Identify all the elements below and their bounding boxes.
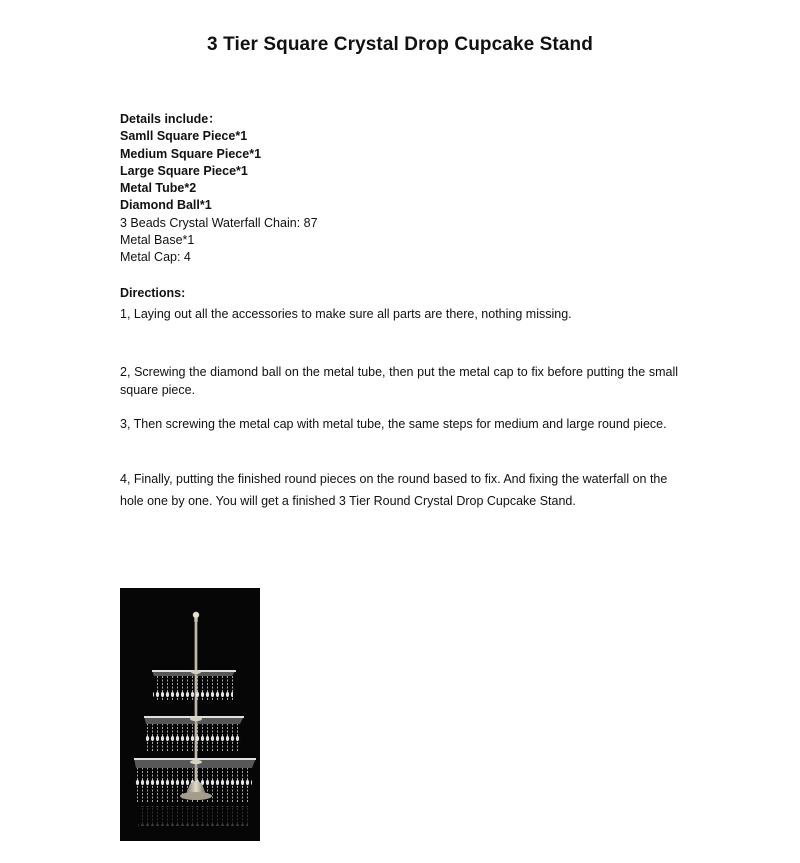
details-item: Medium Square Piece*1 xyxy=(120,146,262,161)
directions-heading: Directions: xyxy=(120,286,186,300)
direction-step-2: 2, Screwing the diamond ball on the metal tube, then put the metal cap to fix before putting the small square piece. xyxy=(120,365,678,397)
cupcake-stand-illustration xyxy=(120,588,260,841)
details-item: 3 Beads Crystal Waterfall Chain: 87 xyxy=(120,215,318,230)
details-list xyxy=(120,111,318,267)
page-title: 3 Tier Square Crystal Drop Cupcake Stand xyxy=(207,34,593,55)
details-item: Diamond Ball*1 xyxy=(120,198,212,213)
details-item: Large Square Piece*1 xyxy=(120,163,248,178)
product-photo xyxy=(120,588,260,841)
direction-step-4: 4, Finally, putting the finished round pieces on the round based to fix. And fixing the waterfall on the hole one by one. You will get a finished 3 Tier Round Crystal Drop Cupcake Stand. xyxy=(120,472,668,508)
direction-step-3: 3, Then screwing the metal cap with metal tube, the same steps for medium and large round piece. xyxy=(120,417,667,431)
details-item: Metal Base*1 xyxy=(120,233,195,248)
details-heading: Details include： xyxy=(120,112,221,126)
details-item: Metal Tube*2 xyxy=(120,181,197,196)
details-item: Metal Cap: 4 xyxy=(120,250,191,265)
direction-step-1: 1, Laying out all the accessories to make sure all parts are there, nothing missing. xyxy=(120,307,572,321)
details-item: Samll Square Piece*1 xyxy=(120,129,248,144)
